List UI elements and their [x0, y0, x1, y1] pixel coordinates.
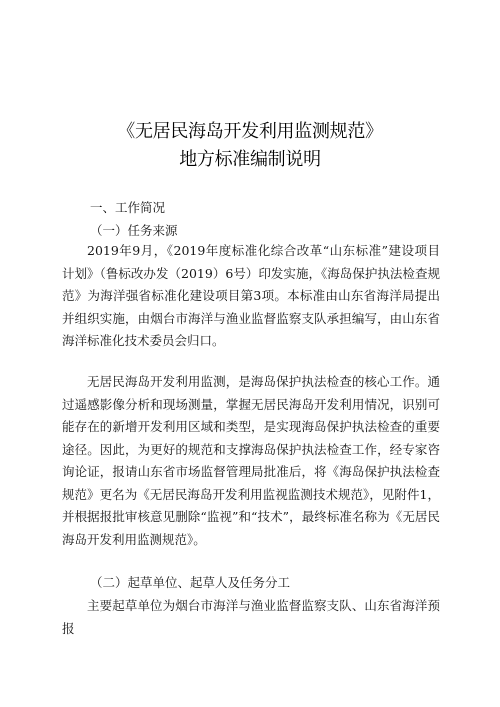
paragraph-text: 无居民海岛开发利用监测，是海岛保护执法检查的核心工作。通过遥感影像分析和现场测量，掌握无居民海岛开发利用情况，识别可能存在的新增开发利用区域和类型，是实现海岛保护执法检查的重要途径。因此，为更好的规范和支撑海岛保护执法检查工作，经专家咨询论证，报请山东省市场监督管理局批准后，将《海岛保护执法检查规范》更名为《无居民海岛开发利用监视监测技术规范》，见附件1，并根据报批审核意见删除“监视”和“技术”，最终标准名称为《无居民海岛开发利用监测规范》。 [62, 374, 440, 547]
paragraph-monitoring-purpose [62, 371, 440, 551]
paragraph-text: 主要起草单位为烟台市海洋与渔业监督监察支队、山东省海洋预报 [62, 598, 440, 636]
subsection-heading-drafting-units: （二）起草单位、起草人及任务分工 [90, 575, 291, 590]
document-title-line1: 《无居民海岛开发利用监测规范》 [117, 121, 383, 142]
paragraph-drafting-units [62, 595, 440, 640]
paragraph-task-source [62, 240, 440, 353]
section-heading-work-overview: 一、工作简况 [90, 200, 166, 215]
document-title-line2: 地方标准编制说明 [179, 149, 321, 170]
subsection-heading-task-source: （一）任务来源 [90, 223, 178, 238]
paragraph-text: 2019年9月，《2019年度标准化综合改革“山东标准”建设项目计划》（鲁标改办发（2019）6号）印发实施，《海岛保护执法检查规范》为海洋强省标准化建设项目第3项。本标准由山东省海洋局提出并组织实施，由烟台市海洋与渔业监督监察支队承担编写，由山东省海洋标准化技术委员会归口。 [62, 243, 440, 348]
